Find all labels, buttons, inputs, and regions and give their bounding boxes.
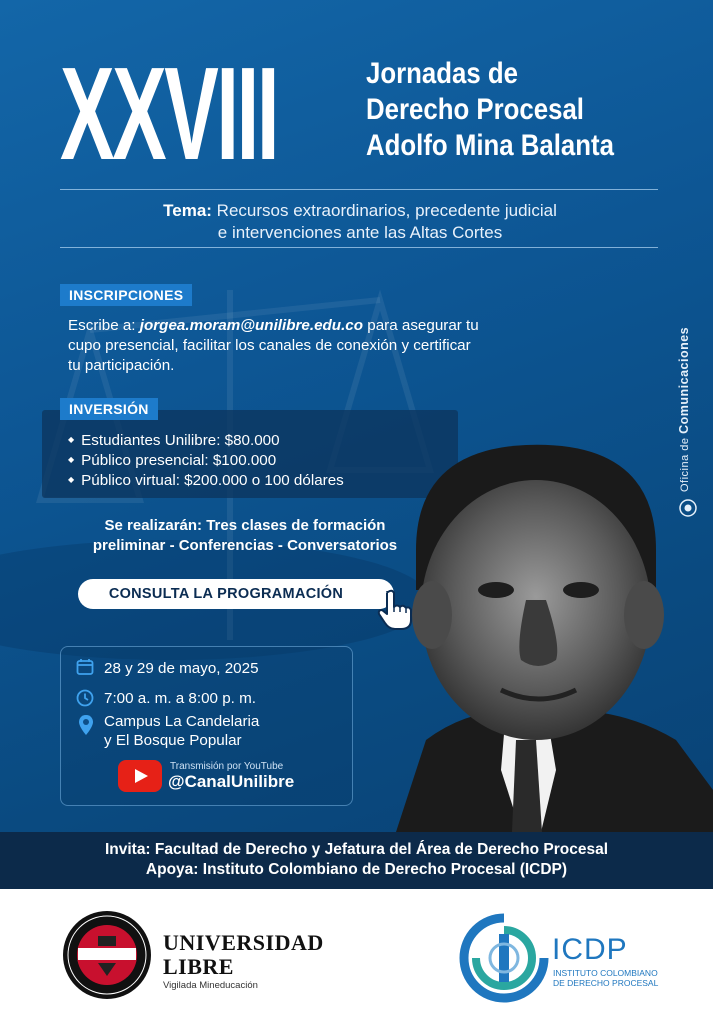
icdp-sub-line-2: DE DERECHO PROCESAL — [553, 978, 659, 988]
divider-top — [60, 189, 658, 190]
edition-numeral: XXVIII — [60, 40, 278, 187]
youtube-caption: Transmisión por YouTube — [170, 761, 284, 772]
inscripciones-line-3: tu participación. — [68, 357, 175, 374]
tema-block — [60, 200, 660, 244]
location-pin-icon — [78, 714, 94, 736]
apoya-line: Apoya: Instituto Colombiano de Derecho Procesal (ICDP) — [145, 861, 568, 878]
side-label-big: Comunicaciones — [677, 326, 691, 434]
youtube-channel-link[interactable]: @CanalUnilibre — [168, 772, 295, 791]
invitation-text — [0, 840, 713, 880]
icdp-sub-line-1: INSTITUTO COLOMBIANO — [553, 968, 658, 978]
inscripciones-after-email: para asegurar tu — [367, 317, 479, 334]
inversion-tag: INVERSIÓN — [60, 398, 158, 420]
divider-bottom — [60, 247, 658, 248]
contact-email-link[interactable]: jorgea.moram@unilibre.edu.co — [139, 317, 364, 334]
inscripciones-line-2: cupo presencial, facilitar los canales de conexión y certificar — [68, 337, 471, 354]
event-time: 7:00 a. m. a 8:00 p. m. — [104, 690, 256, 707]
universidad-libre-seal-icon — [62, 910, 152, 1000]
event-place-line-1: Campus La Candelaria — [104, 713, 260, 730]
universidad-libre-name-line-2: LIBRE — [163, 954, 234, 979]
youtube-icon — [118, 760, 162, 792]
tema-line-2: e intervenciones ante las Altas Cortes — [217, 223, 503, 242]
consulta-programacion-button[interactable]: CONSULTA LA PROGRAMACIÓN — [78, 579, 394, 609]
inscripciones-prefix: Escribe a: — [68, 317, 136, 334]
title-line-3: Adolfo Mina Balanta — [366, 129, 614, 162]
universidad-libre-name-line-1: UNIVERSIDAD — [163, 930, 324, 955]
clock-icon — [76, 689, 94, 707]
inversion-item: ◆ Público presencial: $100.000 — [68, 450, 344, 470]
event-date: 28 y 29 de mayo, 2025 — [104, 660, 259, 677]
invita-line: Invita: Facultad de Derecho y Jefatura del Área de Derecho Procesal — [104, 841, 609, 858]
title-line-1: Jornadas de — [366, 57, 518, 90]
side-label-small: Oficina de — [679, 437, 691, 492]
portrait-adolfo-mina-balanta — [356, 410, 713, 832]
title-line-2: Derecho Procesal — [366, 93, 584, 126]
inscripciones-tag: INSCRIPCIONES — [60, 284, 192, 306]
inscripciones-text — [68, 316, 568, 376]
activities-line-2: preliminar - Conferencias - Conversatorios — [92, 537, 398, 554]
inversion-item: ◆ Estudiantes Unilibre: $80.000 — [68, 430, 344, 450]
calendar-icon — [76, 658, 94, 676]
icdp-full-name — [553, 968, 658, 988]
event-title — [366, 56, 614, 164]
activities-line-1: Se realizarán: Tres clases de formación — [104, 517, 386, 534]
icdp-acronym: ICDP — [552, 933, 628, 966]
icdp-logo-icon — [458, 912, 550, 1004]
event-place — [104, 712, 259, 750]
inversion-item: ◆ Público virtual: $200.000 o 100 dólares — [68, 470, 344, 490]
event-place-line-2: y El Bosque Popular — [104, 732, 242, 749]
tema-line-1: Recursos extraordinarios, precedente judicial — [216, 201, 557, 220]
universidad-libre-vigilada: Vigilada Mineducación — [163, 980, 258, 991]
inversion-list — [68, 430, 344, 490]
tema-label: Tema: — [163, 201, 212, 220]
